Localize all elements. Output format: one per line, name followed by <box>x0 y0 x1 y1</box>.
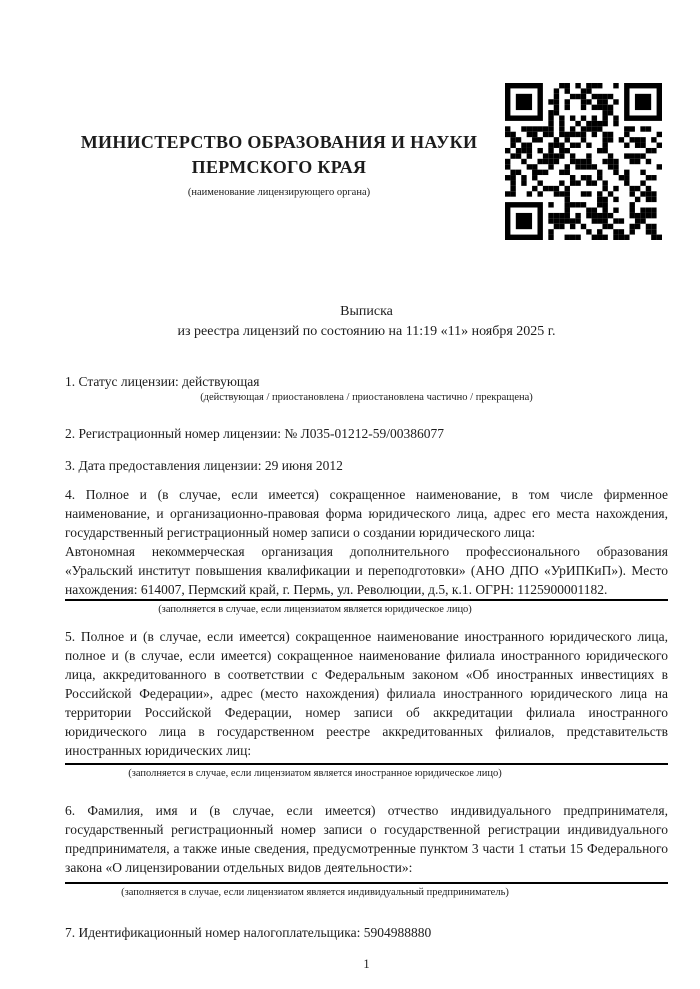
entrepreneur-caption: (заполняется в случае, если лицензиатом является индивидуальный предприниматель) <box>121 887 509 898</box>
registration-number-item: 2. Регистрационный номер лицензии: № Л035-01212-59/00386077 <box>65 426 445 441</box>
legal-entity-question: 4. Полное и (в случае, если имеется) сокращенное наименование, в том числе фирменное наименование, и организационно-правовая форма юридического лица, адрес его места нахождения, государственный регистрационный номер записи о создании юридического лица: <box>65 487 668 540</box>
legal-entity-rule <box>65 599 668 601</box>
qr-code-icon <box>505 83 662 240</box>
taxpayer-id-item: 7. Идентификационный номер налогоплательщика: 5904988880 <box>65 925 432 940</box>
licensing-authority-block <box>65 124 493 199</box>
ministry-name-caption: (наименование лицензирующего органа) <box>187 187 371 198</box>
grant-date-item: 3. Дата предоставления лицензии: 29 июня 2012 <box>65 458 343 473</box>
entrepreneur-item: 6. Фамилия, имя и (в случае, если имеется) отчество индивидуального предпринимателя, государственный регистрационный номер записи о государственной регистрации индивидуального предпринимателя, а также иные сведения, предусмотренные пунктом 3 части 1 статьи 15 Федерального закона «О лицензировании отдельных видов деятельности»: <box>65 803 668 875</box>
ministry-name-line1: МИНИСТЕРСТВО ОБРАЗОВАНИЯ И НАУКИ <box>80 132 478 152</box>
foreign-entity-rule <box>65 763 668 765</box>
page-number: 1 <box>363 957 370 971</box>
foreign-entity-item: 5. Полное и (в случае, если имеется) сокращенное наименование иностранного юридического лица, полное и (в случае, если имеется) сокращенное наименование филиала иностранного юридического лица, аккредитованного в соответствии с Федеральным законом «Об иностранных инвестициях в Российской Федерации», адрес (место нахождения) филиала иностранного юридического лица на территории Российской Федерации, номер записи об аккредитации филиала иностранного юридического лица в государственном реестре аккредитованных филиалов, представительств иностранных юридических лиц: <box>65 629 668 758</box>
extract-title-line2: из реестра лицензий по состоянию на 11:19 «11» ноября 2025 г. <box>177 324 556 339</box>
legal-entity-item <box>65 485 668 599</box>
foreign-entity-caption: (заполняется в случае, если лицензиатом является иностранное юридическое лицо) <box>128 768 502 779</box>
ministry-name-line2: ПЕРМСКОГО КРАЯ <box>191 157 367 177</box>
extract-title-line1: Выписка <box>340 304 393 319</box>
license-status-item: 1. Статус лицензии: действующая <box>65 374 260 389</box>
ministry-header <box>65 83 668 240</box>
extract-title <box>65 302 668 342</box>
legal-entity-value: Автономная некоммерческая организация дополнительного профессионального образования «Уральский институт повышения квалификации и переподготовки» (АНО ДПО «УрИПКиП»). Место нахождения: 614007, Пермский край, г. Пермь, ул. Революции, д.5, к.1. ОГРН: 1125900001182. <box>65 544 668 597</box>
entrepreneur-rule <box>65 882 668 884</box>
status-options-caption: (действующая / приостановлена / приостановлена частично / прекращена) <box>200 392 533 403</box>
legal-entity-caption: (заполняется в случае, если лицензиатом является юридическое лицо) <box>158 604 472 615</box>
